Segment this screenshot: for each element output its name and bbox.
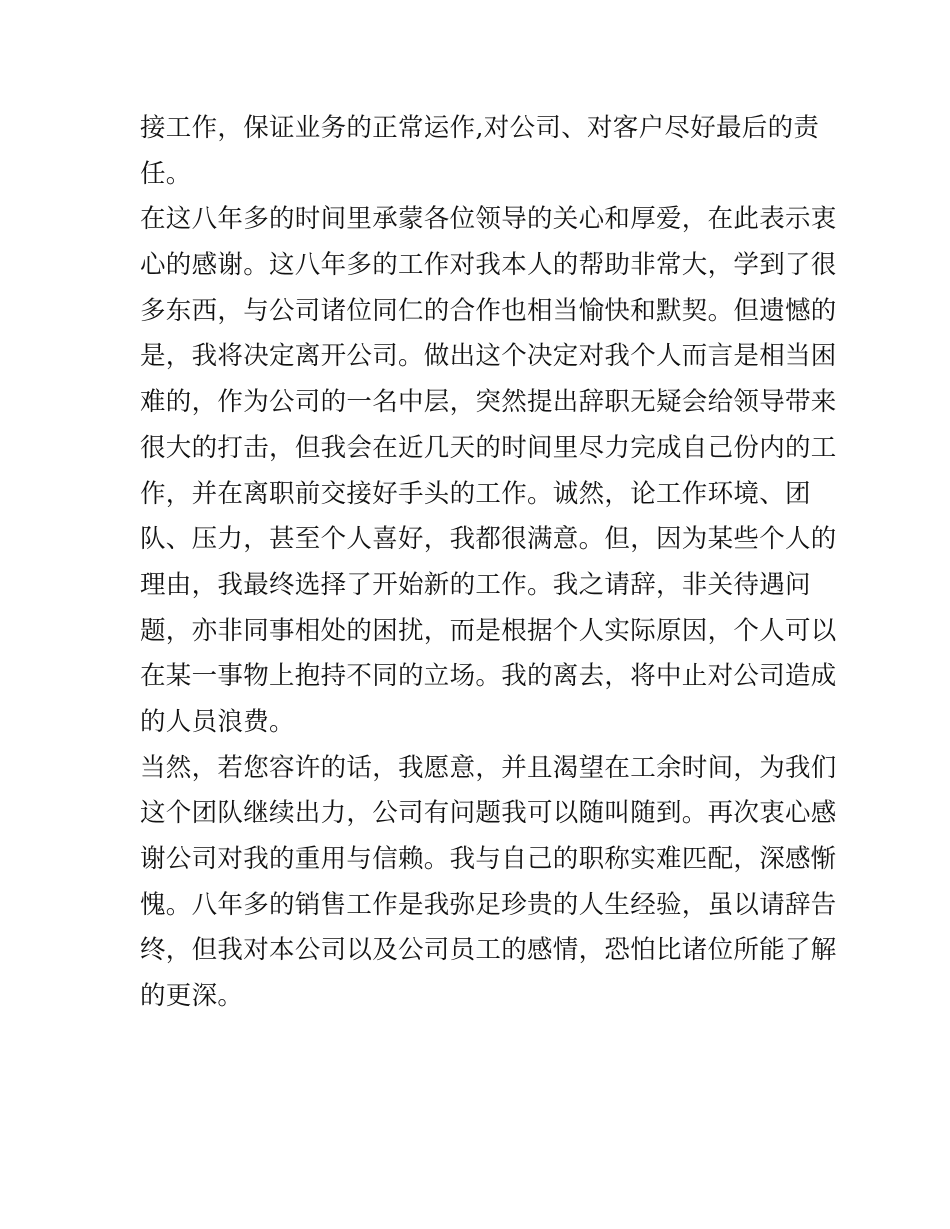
text-line: 难的，作为公司的一名中层，突然提出辞职无疑会给领导带来 <box>140 387 837 418</box>
text-line: 愧。八年多的销售工作是我弥足珍贵的人生经验，虽以请辞告 <box>140 889 837 920</box>
text-line: 的人员浪费。 <box>140 706 295 737</box>
text-line: 很大的打击，但我会在近几天的时间里尽力完成自己份内的工 <box>140 432 837 463</box>
text-line: 多东西，与公司诸位同仁的合作也相当愉快和默契。但遗憾的 <box>140 295 837 326</box>
text-line: 作，并在离职前交接好手头的工作。诚然，论工作环境、团 <box>140 478 811 509</box>
text-line: 任。 <box>140 158 192 189</box>
text-line: 队、压力，甚至个人喜好，我都很满意。但，因为某些个人的 <box>140 524 837 555</box>
text-line: 心的感谢。这八年多的工作对我本人的帮助非常大，学到了很 <box>140 250 837 281</box>
text-line: 接工作，保证业务的正常运作,对公司、对客户尽好最后的责 <box>140 113 820 143</box>
text-line: 的更深。 <box>140 981 244 1012</box>
text-line: 终，但我对本公司以及公司员工的感情，恐怕比诸位所能了解 <box>140 935 837 966</box>
text-line: 在某一事物上抱持不同的立场。我的离去，将中止对公司造成 <box>140 661 837 692</box>
text-line: 谢公司对我的重用与信赖。我与自己的职称实难匹配，深感惭 <box>140 844 837 874</box>
text-line: 在这八年多的时间里承蒙各位领导的关心和厚爱，在此表示衷 <box>140 204 837 235</box>
text-line: 是，我将决定离开公司。做出这个决定对我个人而言是相当困 <box>140 341 837 372</box>
text-line: 这个团队继续出力，公司有问题我可以随叫随到。再次衷心感 <box>140 798 837 829</box>
text-line: 题，亦非同事相处的困扰，而是根据个人实际原因，个人可以 <box>140 615 837 646</box>
text-line: 理由，我最终选择了开始新的工作。我之请辞，非关待遇问 <box>140 569 811 600</box>
text-line: 当然，若您容许的话，我愿意，并且渴望在工余时间，为我们 <box>140 752 837 783</box>
document-body-text <box>140 106 837 1020</box>
